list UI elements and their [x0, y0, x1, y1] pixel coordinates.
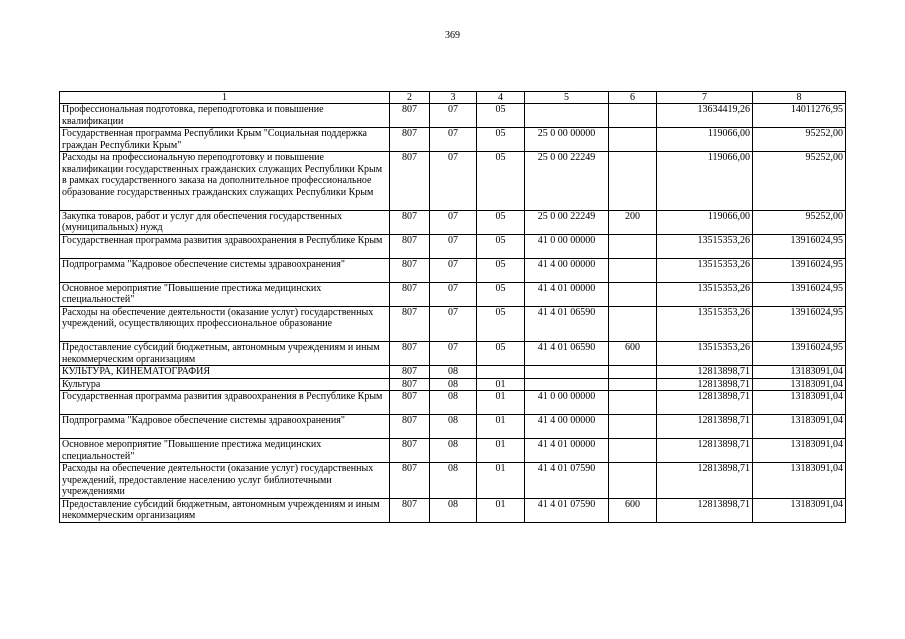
- row-name-cell: Подпрограмма "Кадровое обеспечение системы здравоохранения": [60, 258, 390, 282]
- amount-year-2-cell: 95252,00: [753, 128, 846, 152]
- amount-year-2-cell: 13183091,04: [753, 439, 846, 463]
- section-code-cell: 07: [430, 342, 477, 366]
- amount-year-1-cell: 119066,00: [657, 210, 753, 234]
- expense-type-cell: [609, 391, 657, 415]
- section-code-cell: 07: [430, 306, 477, 342]
- target-article-cell: [525, 104, 609, 128]
- section-code-cell: 08: [430, 366, 477, 379]
- row-name-cell: Расходы на обеспечение деятельности (оказание услуг) государственных учреждений, осуществляющих профессиональное образование: [60, 306, 390, 342]
- row-name-cell: Основное мероприятие "Повышение престижа медицинских специальностей": [60, 282, 390, 306]
- target-article-cell: [525, 378, 609, 391]
- target-article-cell: 41 0 00 00000: [525, 234, 609, 258]
- subsection-code-cell: 05: [477, 128, 525, 152]
- table-row: [60, 282, 846, 306]
- table-row: [60, 152, 846, 211]
- amount-year-1-cell: 12813898,71: [657, 439, 753, 463]
- amount-year-2-cell: 13183091,04: [753, 391, 846, 415]
- subsection-code-cell: 05: [477, 342, 525, 366]
- department-code-cell: 807: [390, 306, 430, 342]
- department-code-cell: 807: [390, 104, 430, 128]
- amount-year-2-cell: 13916024,95: [753, 234, 846, 258]
- column-header: 2: [390, 92, 430, 104]
- section-code-cell: 08: [430, 498, 477, 522]
- target-article-cell: 41 4 00 00000: [525, 258, 609, 282]
- target-article-cell: 41 4 01 00000: [525, 439, 609, 463]
- subsection-code-cell: 05: [477, 258, 525, 282]
- subsection-code-cell: 05: [477, 234, 525, 258]
- subsection-code-cell: 05: [477, 282, 525, 306]
- amount-year-2-cell: 13916024,95: [753, 342, 846, 366]
- target-article-cell: [525, 366, 609, 379]
- expense-type-cell: [609, 439, 657, 463]
- row-name-cell: Предоставление субсидий бюджетным, автономным учреждениям и иным некоммерческим организациям: [60, 498, 390, 522]
- row-name-cell: Подпрограмма "Кадровое обеспечение системы здравоохранения": [60, 415, 390, 439]
- department-code-cell: 807: [390, 498, 430, 522]
- section-code-cell: 08: [430, 415, 477, 439]
- amount-year-2-cell: 13916024,95: [753, 306, 846, 342]
- department-code-cell: 807: [390, 391, 430, 415]
- target-article-cell: 41 0 00 00000: [525, 391, 609, 415]
- amount-year-2-cell: 95252,00: [753, 210, 846, 234]
- column-header: 4: [477, 92, 525, 104]
- expense-type-cell: 200: [609, 210, 657, 234]
- subsection-code-cell: 01: [477, 378, 525, 391]
- expense-type-cell: [609, 104, 657, 128]
- section-code-cell: 08: [430, 439, 477, 463]
- row-name-cell: КУЛЬТУРА, КИНЕМАТОГРАФИЯ: [60, 366, 390, 379]
- row-name-cell: Государственная программа развития здравоохранения в Республике Крым: [60, 391, 390, 415]
- table-row: [60, 391, 846, 415]
- target-article-cell: 41 4 00 00000: [525, 415, 609, 439]
- subsection-code-cell: 01: [477, 463, 525, 499]
- row-name-cell: Расходы на обеспечение деятельности (оказание услуг) государственных учреждений, предоставление населению услуг библиотечными учреждениями: [60, 463, 390, 499]
- amount-year-2-cell: 13183091,04: [753, 463, 846, 499]
- table-row: [60, 234, 846, 258]
- table-row: [60, 378, 846, 391]
- target-article-cell: 41 4 01 06590: [525, 342, 609, 366]
- department-code-cell: 807: [390, 366, 430, 379]
- section-code-cell: 07: [430, 210, 477, 234]
- expense-type-cell: [609, 234, 657, 258]
- subsection-code-cell: 05: [477, 104, 525, 128]
- column-header: 3: [430, 92, 477, 104]
- amount-year-1-cell: 119066,00: [657, 128, 753, 152]
- section-code-cell: 07: [430, 128, 477, 152]
- page-number: 369: [445, 30, 460, 41]
- table-row: [60, 366, 846, 379]
- amount-year-1-cell: 12813898,71: [657, 415, 753, 439]
- table-body: [60, 104, 846, 523]
- amount-year-1-cell: 13515353,26: [657, 258, 753, 282]
- amount-year-1-cell: 12813898,71: [657, 366, 753, 379]
- department-code-cell: 807: [390, 210, 430, 234]
- section-code-cell: 07: [430, 152, 477, 211]
- amount-year-2-cell: 14011276,95: [753, 104, 846, 128]
- expense-type-cell: 600: [609, 342, 657, 366]
- expense-type-cell: [609, 128, 657, 152]
- table-row: [60, 210, 846, 234]
- subsection-code-cell: 01: [477, 415, 525, 439]
- table-row: [60, 104, 846, 128]
- subsection-code-cell: 01: [477, 498, 525, 522]
- row-name-cell: Расходы на профессиональную переподготовку и повышение квалификации государственных гражданских служащих Республики Крым в рамках государственного заказа на дополнительное профессиональное образование государственных гражданских служащих Республики Крым: [60, 152, 390, 211]
- department-code-cell: 807: [390, 415, 430, 439]
- row-name-cell: Основное мероприятие "Повышение престижа медицинских специальностей": [60, 439, 390, 463]
- department-code-cell: 807: [390, 282, 430, 306]
- row-name-cell: Профессиональная подготовка, переподготовка и повышение квалификации: [60, 104, 390, 128]
- amount-year-1-cell: 12813898,71: [657, 463, 753, 499]
- table-row: [60, 415, 846, 439]
- row-name-cell: Предоставление субсидий бюджетным, автономным учреждениям и иным некоммерческим организациям: [60, 342, 390, 366]
- subsection-code-cell: 05: [477, 152, 525, 211]
- row-name-cell: Государственная программа развития здравоохранения в Республике Крым: [60, 234, 390, 258]
- department-code-cell: 807: [390, 234, 430, 258]
- amount-year-1-cell: 13515353,26: [657, 282, 753, 306]
- amount-year-2-cell: 13183091,04: [753, 415, 846, 439]
- section-code-cell: 08: [430, 463, 477, 499]
- amount-year-1-cell: 12813898,71: [657, 498, 753, 522]
- target-article-cell: 41 4 01 00000: [525, 282, 609, 306]
- budget-table: [59, 91, 846, 523]
- subsection-code-cell: 05: [477, 306, 525, 342]
- expense-type-cell: 600: [609, 498, 657, 522]
- table-row: [60, 258, 846, 282]
- amount-year-1-cell: 119066,00: [657, 152, 753, 211]
- row-name-cell: Закупка товаров, работ и услуг для обеспечения государственных (муниципальных) нужд: [60, 210, 390, 234]
- subsection-code-cell: 01: [477, 439, 525, 463]
- amount-year-1-cell: 12813898,71: [657, 378, 753, 391]
- section-code-cell: 08: [430, 391, 477, 415]
- department-code-cell: 807: [390, 439, 430, 463]
- table-row: [60, 498, 846, 522]
- column-header: 6: [609, 92, 657, 104]
- subsection-code-cell: [477, 366, 525, 379]
- target-article-cell: 25 0 00 00000: [525, 128, 609, 152]
- section-code-cell: 07: [430, 282, 477, 306]
- expense-type-cell: [609, 306, 657, 342]
- department-code-cell: 807: [390, 463, 430, 499]
- table-row: [60, 342, 846, 366]
- table-row: [60, 128, 846, 152]
- amount-year-1-cell: 12813898,71: [657, 391, 753, 415]
- amount-year-2-cell: 13916024,95: [753, 258, 846, 282]
- target-article-cell: 41 4 01 06590: [525, 306, 609, 342]
- row-name-cell: Культура: [60, 378, 390, 391]
- column-header: 8: [753, 92, 846, 104]
- department-code-cell: 807: [390, 258, 430, 282]
- section-code-cell: 07: [430, 234, 477, 258]
- section-code-cell: 07: [430, 258, 477, 282]
- subsection-code-cell: 05: [477, 210, 525, 234]
- header-row: [60, 92, 846, 104]
- department-code-cell: 807: [390, 128, 430, 152]
- department-code-cell: 807: [390, 152, 430, 211]
- target-article-cell: 41 4 01 07590: [525, 463, 609, 499]
- amount-year-2-cell: 13183091,04: [753, 366, 846, 379]
- subsection-code-cell: 01: [477, 391, 525, 415]
- expense-type-cell: [609, 152, 657, 211]
- section-code-cell: 08: [430, 378, 477, 391]
- table-row: [60, 439, 846, 463]
- column-header: 5: [525, 92, 609, 104]
- column-header: 1: [60, 92, 390, 104]
- expense-type-cell: [609, 463, 657, 499]
- expense-type-cell: [609, 415, 657, 439]
- amount-year-1-cell: 13515353,26: [657, 342, 753, 366]
- amount-year-1-cell: 13515353,26: [657, 306, 753, 342]
- expense-type-cell: [609, 378, 657, 391]
- table-row: [60, 306, 846, 342]
- target-article-cell: 25 0 00 22249: [525, 152, 609, 211]
- amount-year-2-cell: 13183091,04: [753, 498, 846, 522]
- amount-year-2-cell: 13183091,04: [753, 378, 846, 391]
- target-article-cell: 41 4 01 07590: [525, 498, 609, 522]
- amount-year-1-cell: 13515353,26: [657, 234, 753, 258]
- department-code-cell: 807: [390, 342, 430, 366]
- amount-year-2-cell: 13916024,95: [753, 282, 846, 306]
- expense-type-cell: [609, 282, 657, 306]
- amount-year-2-cell: 95252,00: [753, 152, 846, 211]
- expense-type-cell: [609, 258, 657, 282]
- section-code-cell: 07: [430, 104, 477, 128]
- target-article-cell: 25 0 00 22249: [525, 210, 609, 234]
- amount-year-1-cell: 13634419,26: [657, 104, 753, 128]
- expense-type-cell: [609, 366, 657, 379]
- table-row: [60, 463, 846, 499]
- table-header: [60, 92, 846, 104]
- row-name-cell: Государственная программа Республики Крым "Социальная поддержка граждан Республики Крым": [60, 128, 390, 152]
- department-code-cell: 807: [390, 378, 430, 391]
- column-header: 7: [657, 92, 753, 104]
